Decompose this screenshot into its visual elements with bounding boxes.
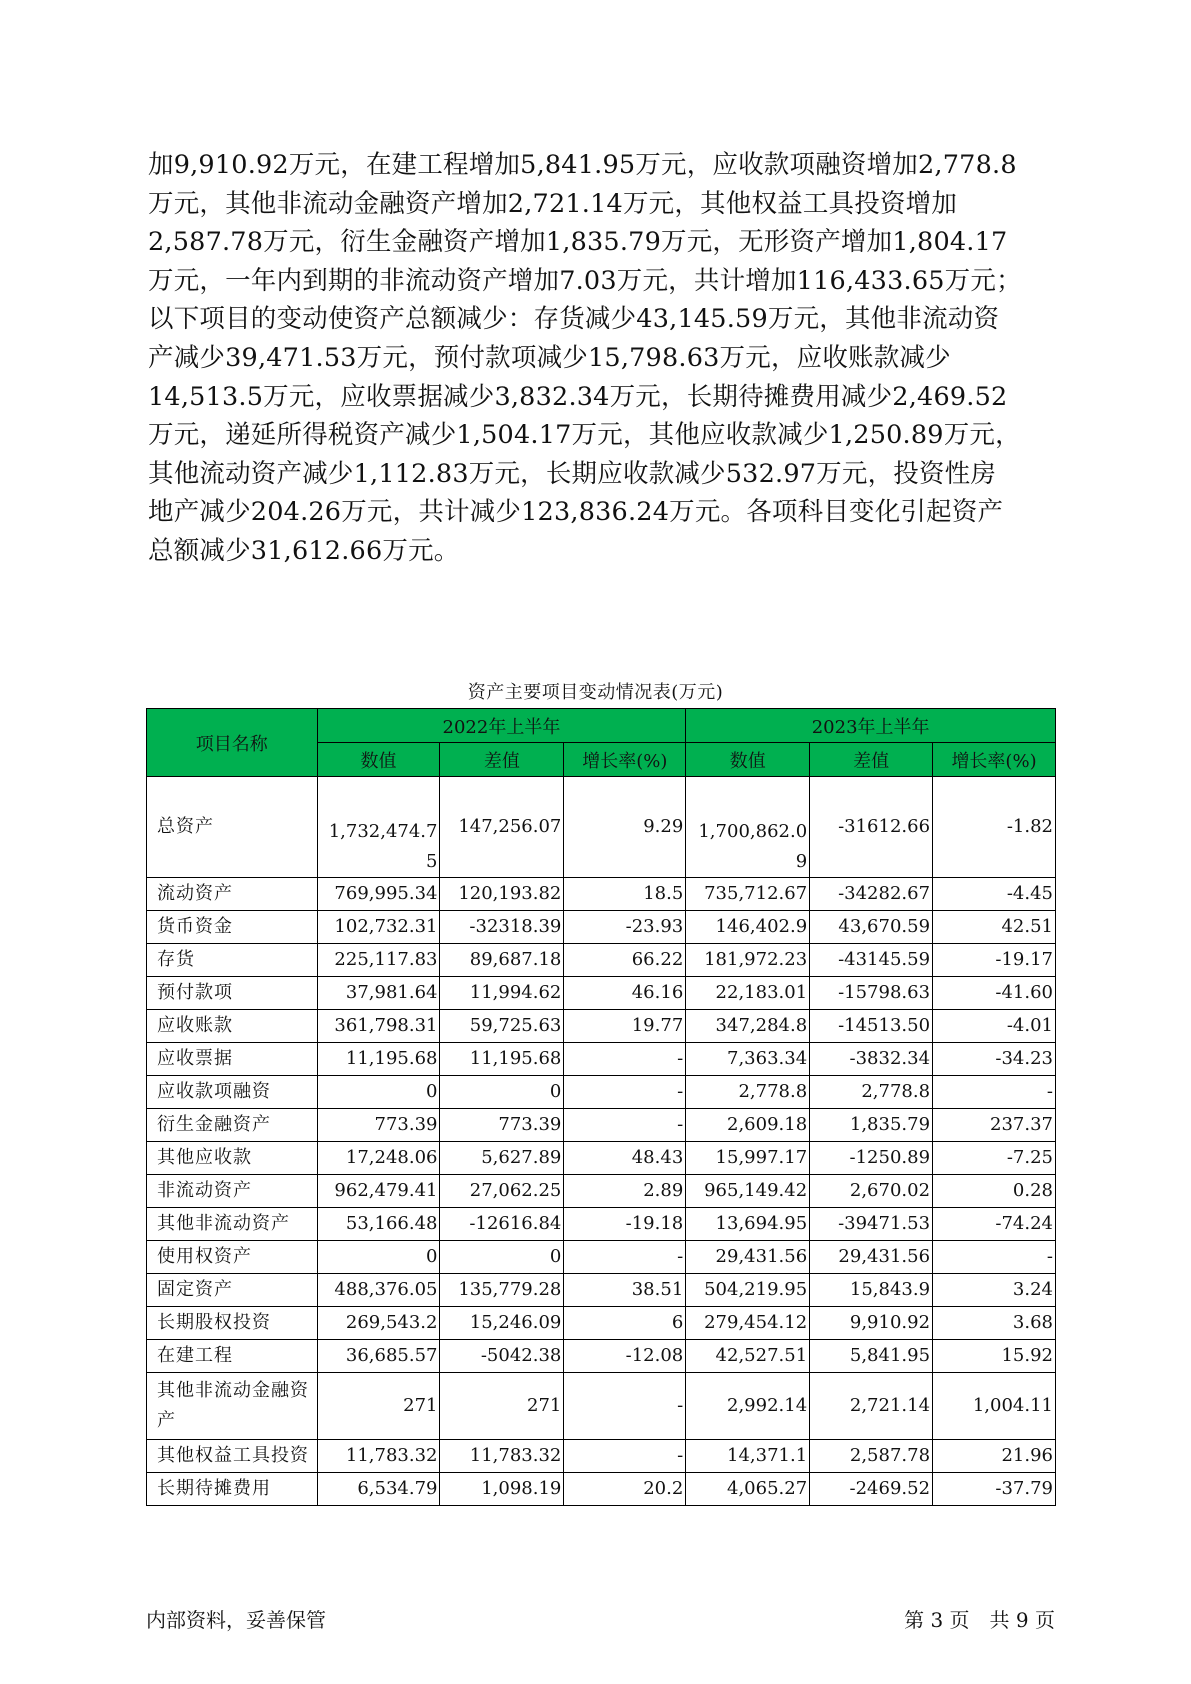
cell-diff-2022: 5,627.89: [440, 1142, 564, 1175]
cell-diff-2023: 2,587.78: [810, 1440, 933, 1473]
cell-growth-2023: 3.24: [933, 1274, 1056, 1307]
cell-diff-2023: 5,841.95: [810, 1340, 933, 1373]
cell-diff-2023: 2,721.14: [810, 1373, 933, 1440]
paragraph-line: 万元，一年内到期的非流动资产增加7.03万元，共计增加116,433.65万元；: [148, 265, 1022, 296]
cell-value-2022: 0: [317, 1076, 440, 1109]
cell-item-name: 使用权资产: [147, 1241, 318, 1274]
cell-value-2023: 42,527.51: [686, 1340, 810, 1373]
cell-item-name: 其他权益工具投资: [147, 1440, 318, 1473]
cell-diff-2023: -31612.66: [810, 777, 933, 878]
cell-value-2023: 13,694.95: [686, 1208, 810, 1241]
paragraph-line: 地产减少204.26万元，共计减少123,836.24万元。各项科目变化引起资产: [148, 497, 1004, 528]
cell-value-2023: 181,972.23: [686, 944, 810, 977]
table-row: [147, 1208, 1056, 1241]
cell-value-2023: 2,992.14: [686, 1373, 810, 1440]
cell-growth-2023: 21.96: [933, 1440, 1056, 1473]
cell-value-2022: 361,798.31: [317, 1010, 440, 1043]
header-value-2023: 数值: [686, 743, 810, 777]
cell-value-2022: 36,685.57: [317, 1340, 440, 1373]
cell-value-2022: 11,195.68: [317, 1043, 440, 1076]
paragraph-line: 产减少39,471.53万元，预付款项减少15,798.63万元，应收账款减少: [148, 342, 951, 373]
paragraph-line: 以下项目的变动使资产总额减少：存货减少43,145.59万元，其他非流动资: [148, 304, 1000, 335]
cell-item-name: 存货: [147, 944, 318, 977]
table-caption: 资产主要项目变动情况表(万元): [467, 682, 724, 703]
header-growth-2022: 增长率(%): [564, 743, 686, 777]
cell-diff-2023: -39471.53: [810, 1208, 933, 1241]
cell-diff-2023: -2469.52: [810, 1473, 933, 1506]
cell-diff-2022: 89,687.18: [440, 944, 564, 977]
cell-diff-2022: -12616.84: [440, 1208, 564, 1241]
paragraph-line: 总额减少31,612.66万元。: [148, 535, 460, 566]
header-diff-2023: 差值: [810, 743, 933, 777]
cell-item-name: 其他应收款: [147, 1142, 318, 1175]
cell-diff-2023: 43,670.59: [810, 911, 933, 944]
cell-growth-2022: 38.51: [564, 1274, 686, 1307]
asset-change-table: [146, 708, 1056, 1506]
cell-item-name: 其他非流动资产: [147, 1208, 318, 1241]
cell-growth-2022: -12.08: [564, 1340, 686, 1373]
cell-item-name: 其他非流动金融资产: [147, 1373, 318, 1440]
cell-diff-2022: 11,994.62: [440, 977, 564, 1010]
cell-growth-2023: -7.25: [933, 1142, 1056, 1175]
cell-value-2022: 102,732.31: [317, 911, 440, 944]
paragraph-line: 万元，递延所得税资产减少1,504.17万元，其他应收款减少1,250.89万元，: [148, 420, 1021, 451]
cell-value-2022: 769,995.34: [317, 878, 440, 911]
table-body: [147, 777, 1056, 1506]
cell-growth-2023: 1,004.11: [933, 1373, 1056, 1440]
cell-growth-2022: -: [564, 1373, 686, 1440]
cell-diff-2022: -32318.39: [440, 911, 564, 944]
cell-value-2023: 146,402.9: [686, 911, 810, 944]
cell-growth-2022: 46.16: [564, 977, 686, 1010]
cell-diff-2022: 11,195.68: [440, 1043, 564, 1076]
cell-value-2022: 773.39: [317, 1109, 440, 1142]
cell-growth-2022: 66.22: [564, 944, 686, 977]
table-row: [147, 1142, 1056, 1175]
cell-item-name: 长期待摊费用: [147, 1473, 318, 1506]
cell-growth-2022: 2.89: [564, 1175, 686, 1208]
cell-growth-2022: 20.2: [564, 1473, 686, 1506]
table-row: [147, 977, 1056, 1010]
cell-growth-2022: -: [564, 1241, 686, 1274]
cell-value-2022: 271: [317, 1373, 440, 1440]
cell-growth-2022: 6: [564, 1307, 686, 1340]
cell-value-2023: 504,219.95: [686, 1274, 810, 1307]
cell-value-2023: 2,609.18: [686, 1109, 810, 1142]
table-row: [147, 777, 1056, 878]
cell-item-name: 长期股权投资: [147, 1307, 318, 1340]
paragraph-line: 加9,910.92万元，在建工程增加5,841.95万元，应收款项融资增加2,778.8: [148, 150, 1017, 180]
cell-diff-2023: -43145.59: [810, 944, 933, 977]
cell-diff-2023: -1250.89: [810, 1142, 933, 1175]
cell-diff-2022: 271: [440, 1373, 564, 1440]
cell-value-2023: 735,712.67: [686, 878, 810, 911]
cell-diff-2022: 27,062.25: [440, 1175, 564, 1208]
cell-item-name: 固定资产: [147, 1274, 318, 1307]
cell-value-2023: 15,997.17: [686, 1142, 810, 1175]
cell-diff-2022: 773.39: [440, 1109, 564, 1142]
table-row: [147, 1274, 1056, 1307]
cell-value-2023: 7,363.34: [686, 1043, 810, 1076]
cell-value-2022: 225,117.83: [317, 944, 440, 977]
cell-value-2023: 14,371.1: [686, 1440, 810, 1473]
paragraph-line: 万元，其他非流动金融资产增加2,721.14万元，其他权益工具投资增加: [148, 188, 958, 219]
cell-item-name: 应收账款: [147, 1010, 318, 1043]
cell-growth-2023: -19.17: [933, 944, 1056, 977]
cell-growth-2023: -4.01: [933, 1010, 1056, 1043]
cell-diff-2022: 11,783.32: [440, 1440, 564, 1473]
cell-growth-2023: -: [933, 1076, 1056, 1109]
cell-diff-2023: 29,431.56: [810, 1241, 933, 1274]
cell-growth-2022: -: [564, 1043, 686, 1076]
body-paragraph: [148, 146, 1058, 571]
table-row: [147, 1307, 1056, 1340]
cell-diff-2022: 0: [440, 1241, 564, 1274]
footer-page-number: 第 3 页 共 9 页: [904, 1608, 1055, 1632]
table-row: [147, 1241, 1056, 1274]
cell-growth-2023: -34.23: [933, 1043, 1056, 1076]
table-row: [147, 1043, 1056, 1076]
cell-diff-2022: 120,193.82: [440, 878, 564, 911]
cell-item-name: 应收票据: [147, 1043, 318, 1076]
header-value-2022: 数值: [317, 743, 440, 777]
cell-value-2023: 279,454.12: [686, 1307, 810, 1340]
cell-value-2022: 269,543.2: [317, 1307, 440, 1340]
cell-growth-2023: -41.60: [933, 977, 1056, 1010]
cell-item-name: 应收款项融资: [147, 1076, 318, 1109]
cell-diff-2022: 59,725.63: [440, 1010, 564, 1043]
cell-diff-2022: -5042.38: [440, 1340, 564, 1373]
cell-growth-2023: 15.92: [933, 1340, 1056, 1373]
cell-item-name: 衍生金融资产: [147, 1109, 318, 1142]
cell-growth-2022: -: [564, 1076, 686, 1109]
cell-value-2023: 2,778.8: [686, 1076, 810, 1109]
cell-value-2023: 347,284.8: [686, 1010, 810, 1043]
cell-growth-2023: -74.24: [933, 1208, 1056, 1241]
table-row: [147, 1175, 1056, 1208]
cell-value-2022: 11,783.32: [317, 1440, 440, 1473]
paragraph-line: 其他流动资产减少1,112.83万元，长期应收款减少532.97万元，投资性房: [148, 458, 997, 489]
cell-value-2023: 965,149.42: [686, 1175, 810, 1208]
header-diff-2022: 差值: [440, 743, 564, 777]
cell-diff-2023: 2,778.8: [810, 1076, 933, 1109]
table-row: [147, 911, 1056, 944]
cell-growth-2022: -: [564, 1440, 686, 1473]
cell-item-name: 货币资金: [147, 911, 318, 944]
table-row: [147, 878, 1056, 911]
cell-value-2022: 53,166.48: [317, 1208, 440, 1241]
table-row: [147, 1373, 1056, 1440]
cell-diff-2022: 135,779.28: [440, 1274, 564, 1307]
cell-diff-2022: 0: [440, 1076, 564, 1109]
cell-growth-2023: -: [933, 1241, 1056, 1274]
cell-value-2023: 22,183.01: [686, 977, 810, 1010]
paragraph-line: 2,587.78万元，衍生金融资产增加1,835.79万元，无形资产增加1,804.17: [148, 227, 1008, 258]
cell-growth-2022: -: [564, 1109, 686, 1142]
table-row: [147, 1076, 1056, 1109]
table-row: [147, 944, 1056, 977]
cell-growth-2023: 3.68: [933, 1307, 1056, 1340]
table-row: [147, 1109, 1056, 1142]
table-row: [147, 1010, 1056, 1043]
cell-diff-2022: 1,098.19: [440, 1473, 564, 1506]
cell-diff-2023: 1,835.79: [810, 1109, 933, 1142]
table-row: [147, 1440, 1056, 1473]
cell-diff-2023: -14513.50: [810, 1010, 933, 1043]
cell-value-2022: 0: [317, 1241, 440, 1274]
cell-growth-2023: 237.37: [933, 1109, 1056, 1142]
cell-growth-2022: 48.43: [564, 1142, 686, 1175]
cell-diff-2023: -15798.63: [810, 977, 933, 1010]
cell-diff-2023: -3832.34: [810, 1043, 933, 1076]
cell-diff-2022: 15,246.09: [440, 1307, 564, 1340]
cell-growth-2023: -4.45: [933, 878, 1056, 911]
cell-growth-2022: 18.5: [564, 878, 686, 911]
footer-confidential-note: 内部资料，妥善保管: [146, 1608, 326, 1632]
cell-value-2022: 1,732,474.75: [317, 777, 440, 878]
cell-diff-2023: 9,910.92: [810, 1307, 933, 1340]
table-row: [147, 1340, 1056, 1373]
cell-value-2022: 962,479.41: [317, 1175, 440, 1208]
cell-diff-2023: -34282.67: [810, 878, 933, 911]
cell-growth-2022: -19.18: [564, 1208, 686, 1241]
cell-growth-2022: -23.93: [564, 911, 686, 944]
cell-value-2023: 4,065.27: [686, 1473, 810, 1506]
cell-item-name: 非流动资产: [147, 1175, 318, 1208]
cell-value-2022: 17,248.06: [317, 1142, 440, 1175]
cell-growth-2023: -1.82: [933, 777, 1056, 878]
header-item-name: 项目名称: [147, 709, 318, 777]
cell-value-2023: 1,700,862.09: [686, 777, 810, 878]
cell-growth-2023: 0.28: [933, 1175, 1056, 1208]
header-period-2022: 2022年上半年: [317, 709, 686, 743]
cell-growth-2022: 19.77: [564, 1010, 686, 1043]
cell-item-name: 流动资产: [147, 878, 318, 911]
paragraph-line: 14,513.5万元，应收票据减少3,832.34万元，长期待摊费用减少2,469.52: [148, 381, 1008, 412]
cell-value-2022: 6,534.79: [317, 1473, 440, 1506]
cell-value-2023: 29,431.56: [686, 1241, 810, 1274]
cell-diff-2022: 147,256.07: [440, 777, 564, 878]
header-growth-2023: 增长率(%): [933, 743, 1056, 777]
cell-value-2022: 37,981.64: [317, 977, 440, 1010]
cell-diff-2023: 15,843.9: [810, 1274, 933, 1307]
cell-item-name: 在建工程: [147, 1340, 318, 1373]
cell-item-name: 总资产: [147, 777, 318, 878]
cell-value-2022: 488,376.05: [317, 1274, 440, 1307]
cell-growth-2023: -37.79: [933, 1473, 1056, 1506]
table-row: [147, 1473, 1056, 1506]
cell-growth-2022: 9.29: [564, 777, 686, 878]
header-period-2023: 2023年上半年: [686, 709, 1056, 743]
cell-growth-2023: 42.51: [933, 911, 1056, 944]
cell-diff-2023: 2,670.02: [810, 1175, 933, 1208]
cell-item-name: 预付款项: [147, 977, 318, 1010]
